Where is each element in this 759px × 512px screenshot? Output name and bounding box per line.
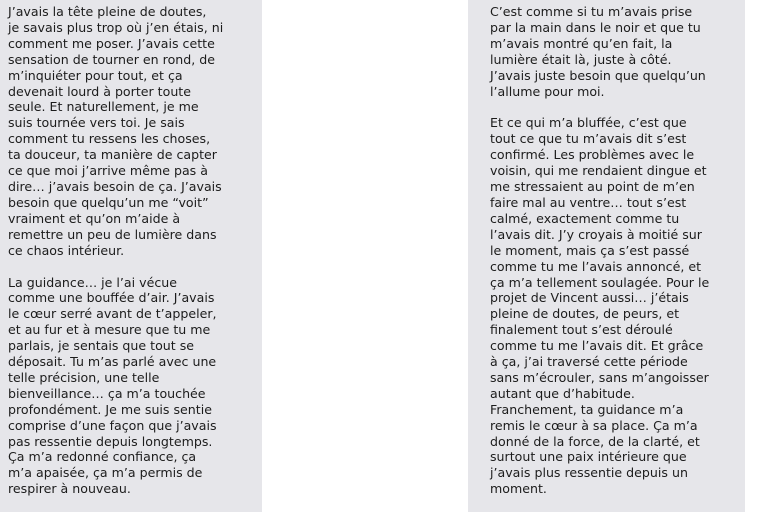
text-line: calmé, exactement comme tu [490,210,680,226]
text-line: profondément. Je me suis sentie [8,401,212,417]
text-line: respirer à nouveau. [8,481,131,497]
paragraph-gap [490,99,737,115]
text-line: vraiment et qu’on m’aide à [8,210,181,226]
text-line: lumière était là, juste à côté. [490,51,672,67]
text-line: seule. Et naturellement, je me [8,99,199,115]
right-paragraph-1 [490,4,737,99]
text-line: J’avais la tête pleine de doutes, [8,4,207,19]
text-line: dire… j’avais besoin de ça. J’avais [8,178,222,194]
paragraph-gap [8,259,254,275]
text-line: C’est comme si tu m’avais prise [490,4,693,19]
text-line: m’avais montré qu’en fait, la [490,35,673,51]
testimonial-card-left [0,0,262,512]
text-line: sans m’écrouler, sans m’angoisser [490,369,709,385]
text-line: confirmé. Les problèmes avec le [490,147,695,163]
text-line: ça m’a tellement soulagée. Pour le [490,274,710,290]
text-line: comment tu ressens les choses, [8,131,211,147]
text-line: devenait lourd à porter toute [8,83,191,99]
text-line: comme une bouffée d’air. J’avais [8,290,215,306]
text-line: remettre un peu de lumière dans [8,226,217,242]
text-line: Et ce qui m’a bluffée, c’est que [490,115,687,131]
left-paragraph-2 [8,275,254,498]
text-line: Ça m’a redonné confiance, ça [8,449,197,465]
text-line: remis le cœur à sa place. Ça m’a [490,417,698,433]
text-line: je savais plus trop où j’en étais, ni [8,19,224,35]
text-line: pas ressentie depuis longtemps. [8,433,213,449]
text-line: à ça, j’ai traversé cette période [490,354,688,370]
text-line: déposait. Tu m’as parlé avec une [8,354,217,370]
text-line: telle précision, une telle [8,369,160,385]
text-line: comme tu me l’avais annoncé, et [490,258,702,274]
text-line: besoin que quelqu’un me “voit” [8,194,209,210]
text-line: sensation de tourner en rond, de [8,51,215,67]
text-line: comprise d’une façon que j’avais [8,417,217,433]
text-line: ce que moi j’arrive même pas à [8,163,208,179]
text-line: et au fur et à mesure que tu me [8,322,211,338]
text-line: bienveillance… ça m’a touchée [8,385,206,401]
text-line: moment. [490,481,547,497]
text-line: m’inquiéter pour tout, et ça [8,67,183,83]
text-line: surtout une paix intérieure que [490,449,687,465]
text-line: comme tu me l’avais dit. Et grâce [490,338,704,354]
text-line: Franchement, ta guidance m’a [490,401,684,417]
text-line: finalement tout s’est déroulé [490,322,673,338]
text-line: J’avais juste besoin que quelqu’un [490,67,706,83]
text-line: l’avais dit. J’y croyais à moitié sur [490,226,702,242]
text-line: j’avais plus ressentie depuis un [490,465,688,481]
text-line: parlais, je sentais que tout se [8,338,195,354]
text-line: La guidance… je l’ai vécue [8,274,178,290]
testimonial-card-right [468,0,745,512]
text-line: donné de la force, de la clarté, et [490,433,700,449]
text-line: par la main dans le noir et que tu [490,19,701,35]
text-line: tout ce que tu m’avais dit s’est [490,131,687,147]
text-line: comment me poser. J’avais cette [8,35,215,51]
text-line: autant que d’habitude. [490,385,635,401]
text-line: suis tournée vers toi. Je sais [8,115,185,131]
text-line: voisin, qui me rendaient dingue et [490,163,707,179]
text-line: ta douceur, ta manière de capter [8,147,217,163]
right-paragraph-2 [490,115,737,497]
text-line: le moment, mais ça s’est passé [490,242,690,258]
text-line: m’a apaisée, ça m’a permis de [8,465,203,481]
text-line: ce chaos intérieur. [8,242,125,258]
text-line: le cœur serré avant de t’appeler, [8,306,217,322]
text-line: me stressaient au point de m’en [490,179,695,195]
text-line: projet de Vincent aussi… j’étais [490,290,689,306]
text-line: pleine de doutes, de peurs, et [490,306,680,322]
text-line: faire mal au ventre… tout s’est [490,194,687,210]
text-line: l’allume pour moi. [490,83,605,99]
left-paragraph-1 [8,4,254,259]
